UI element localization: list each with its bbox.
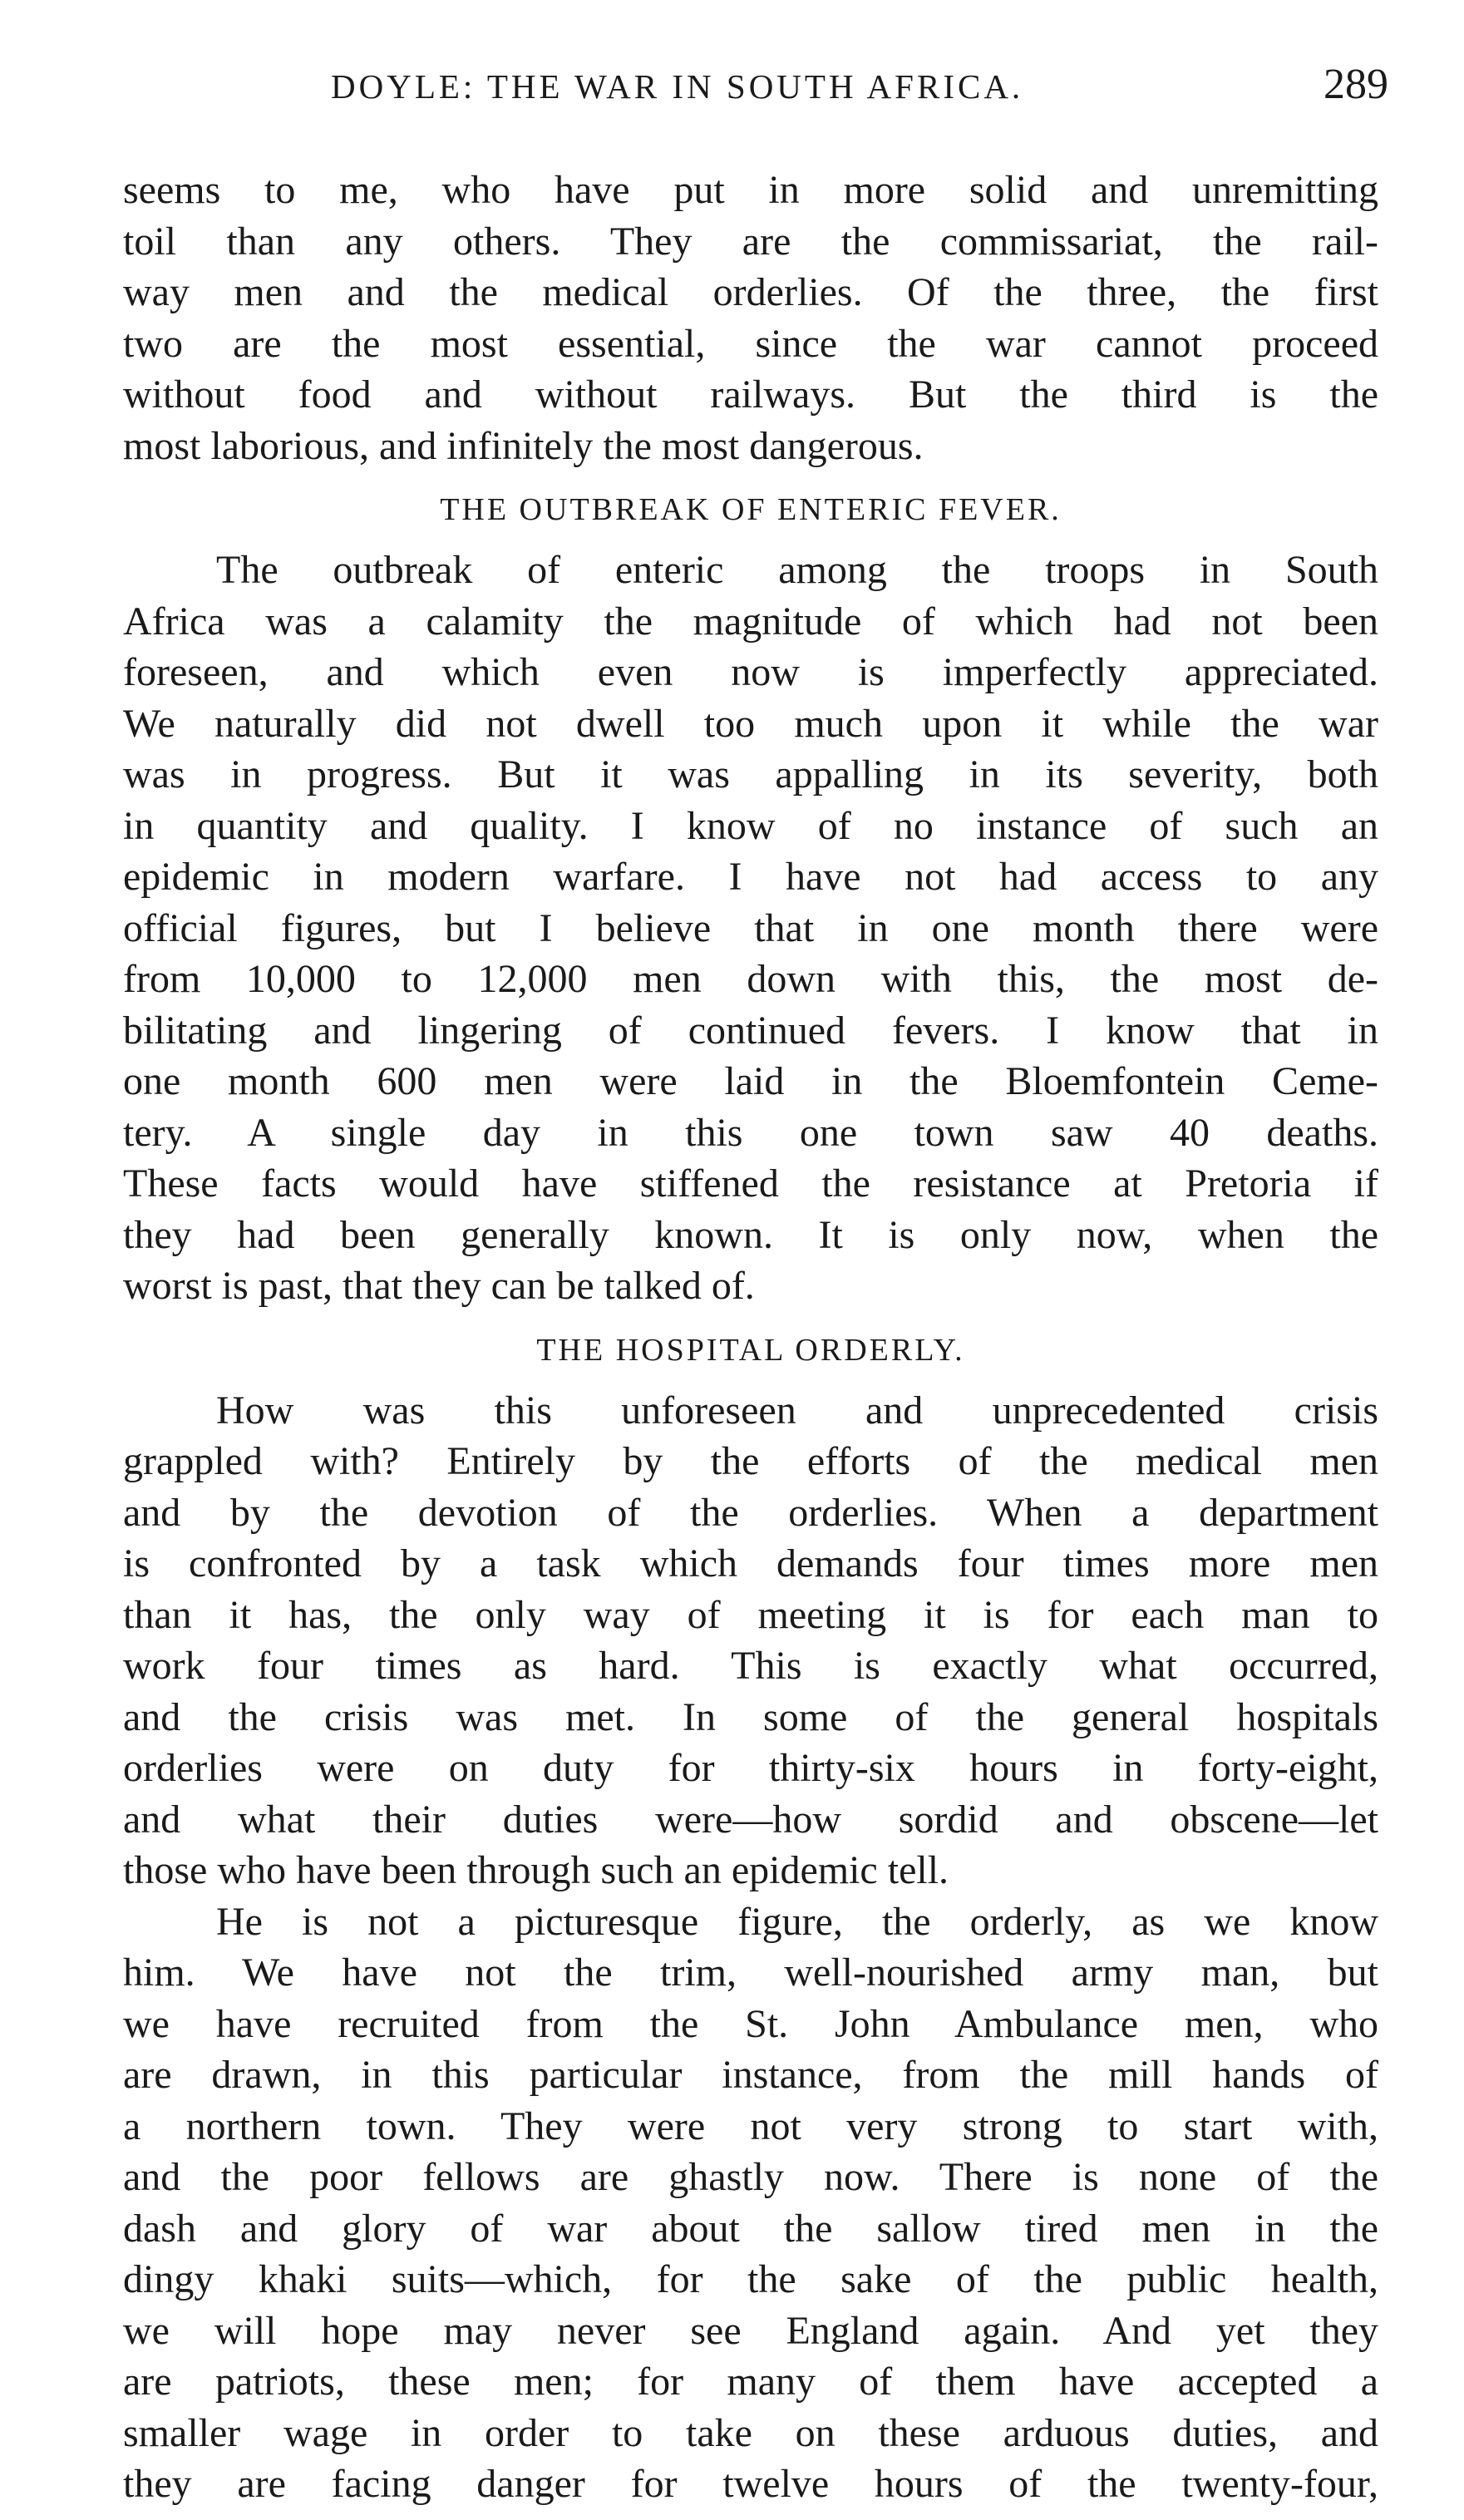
text-line: epidemic in modern warfare. I have not had access to any	[123, 855, 1378, 899]
text-line: and by the devotion of the orderlies. When a department	[123, 1490, 1378, 1535]
text-line: How was this unforeseen and unprecedented crisis	[216, 1388, 1378, 1433]
text-line: dingy khaki suits—which, for the sake of the public health,	[123, 2257, 1378, 2301]
text-line: and the poor fellows are ghastly now. There is none of the	[123, 2155, 1378, 2199]
text-line: most laborious, and infinitely the most dangerous.	[123, 423, 924, 468]
text-line: worst is past, that they can be talked of.	[123, 1264, 755, 1308]
text-line: from 10,000 to 12,000 men down with this, the most de-	[123, 957, 1378, 1001]
paragraph-2	[123, 545, 1378, 1312]
text-line: Africa was a calamity the magnitude of which had not been	[123, 599, 1378, 644]
text-line: than it has, the only way of meeting it is for each man to	[123, 1592, 1378, 1637]
text-line: way men and the medical orderlies. Of the three, the first	[123, 270, 1378, 314]
text-line: bilitating and lingering of continued fevers. I know that in	[123, 1008, 1378, 1053]
text-line: him. We have not the trim, well-nourished army man, but	[123, 1950, 1378, 1995]
text-line: two are the most essential, since the war cannot proceed	[123, 321, 1378, 366]
section-heading-enteric-fever: THE OUTBREAK OF ENTERIC FEVER.	[440, 492, 1062, 527]
paragraph-4	[123, 1896, 1378, 2510]
section-heading-hospital-orderly: THE HOSPITAL ORDERLY.	[536, 1332, 965, 1368]
text-line: orderlies were on duty for thirty-six hours in forty-eight,	[123, 1746, 1378, 1790]
text-line: they are facing danger for twelve hours of the twenty-four,	[123, 2462, 1378, 2506]
text-line: are patriots, these men; for many of them have accepted a	[123, 2360, 1378, 2404]
text-line: dash and glory of war about the sallow tired men in the	[123, 2206, 1378, 2251]
text-line: are drawn, in this particular instance, from the mill hands of	[123, 2053, 1378, 2097]
text-line: grappled with? Entirely by the efforts of the medical men	[123, 1439, 1378, 1483]
text-line: and the crisis was met. In some of the general hospitals	[123, 1694, 1378, 1739]
text-line: The outbreak of enteric among the troops in South	[216, 548, 1378, 592]
paragraph-1	[123, 165, 1378, 471]
text-line: without food and without railways. But the third is the	[123, 372, 1378, 417]
body-text	[123, 165, 1378, 2510]
text-line: is confronted by a task which demands four times more men	[123, 1541, 1378, 1585]
text-line: those who have been through such an epidemic tell.	[123, 1848, 949, 1892]
text-line: official figures, but I believe that in one month there were	[123, 905, 1378, 950]
text-line: in quantity and quality. I know of no instance of such an	[123, 803, 1378, 848]
text-line: tery. A single day in this one town saw 40 deaths.	[123, 1110, 1378, 1155]
text-line: was in progress. But it was appalling in its severity, both	[123, 752, 1378, 796]
text-line: smaller wage in order to take on these arduous duties, and	[123, 2410, 1378, 2455]
running-head	[125, 60, 1388, 118]
text-line: toil than any others. They are the commissariat, the rail-	[123, 219, 1378, 264]
text-line: work four times as hard. This is exactly what occurred,	[123, 1644, 1378, 1688]
text-line: seems to me, who have put in more solid and unremitting	[123, 168, 1378, 212]
text-line: We naturally did not dwell too much upon it while the war	[123, 701, 1378, 746]
running-title: DOYLE: THE WAR IN SOUTH AFRICA.	[331, 67, 1024, 106]
paragraph-3	[123, 1385, 1378, 1896]
text-line: foreseen, and which even now is imperfectly appreciated.	[123, 650, 1378, 694]
text-line: one month 600 men were laid in the Bloemfontein Ceme-	[123, 1059, 1378, 1103]
text-line: we have recruited from the St. John Ambulance men, who	[123, 2001, 1378, 2046]
text-line: He is not a picturesque figure, the orderly, as we know	[216, 1899, 1378, 1944]
page-number: 289	[1324, 61, 1388, 108]
text-line: a northern town. They were not very strong to start with,	[123, 2103, 1378, 2148]
text-line: we will hope may never see England again. And yet they	[123, 2308, 1378, 2353]
text-line: and what their duties were—how sordid and obscene—let	[123, 1797, 1378, 1842]
text-line: These facts would have stiffened the resistance at Pretoria if	[123, 1161, 1378, 1206]
text-line: they had been generally known. It is only now, when the	[123, 1212, 1378, 1257]
